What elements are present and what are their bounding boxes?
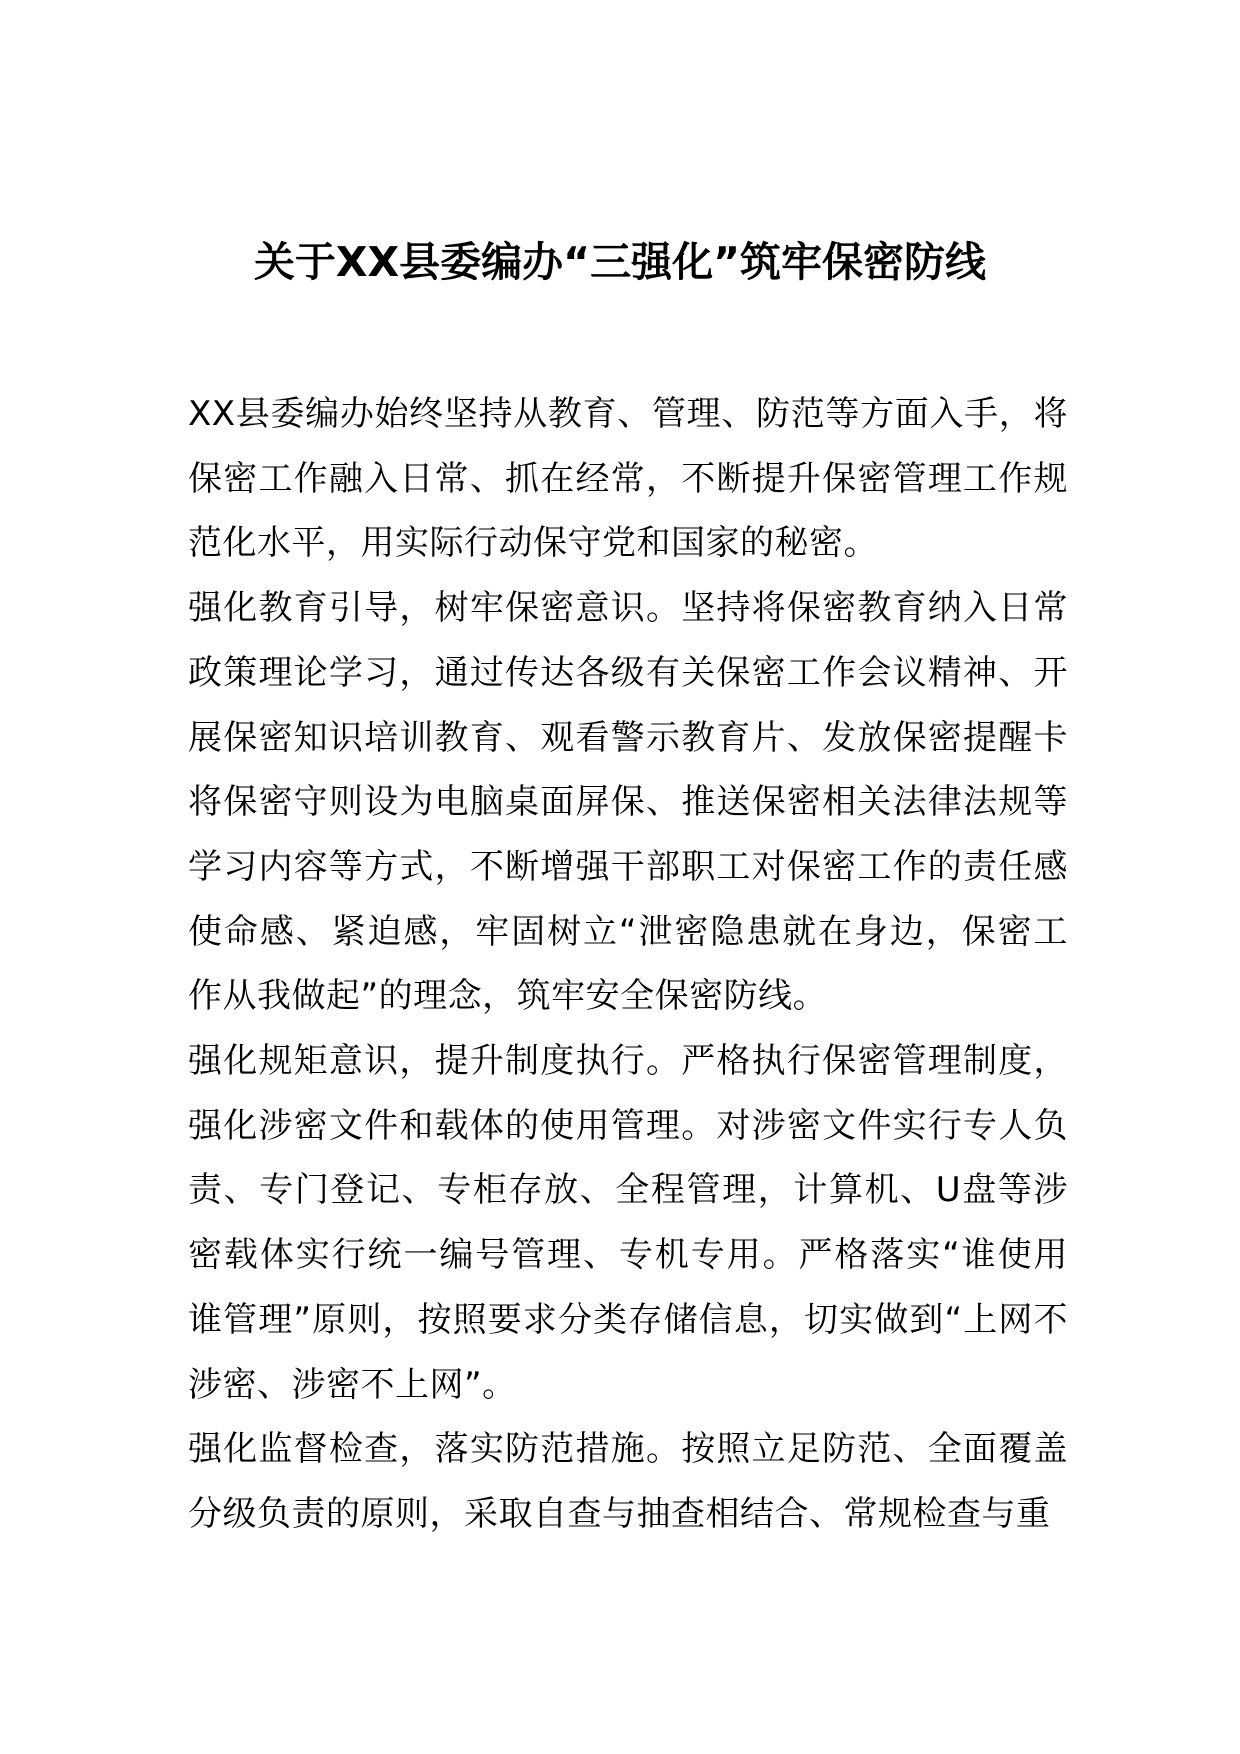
document-body [188,382,1068,1547]
paragraph-rules: 强化规矩意识，提升制度执行。严格执行保密管理制度，强化涉密文件和载体的使用管理。对涉密文件实行专人负责、专门登记、专柜存放、全程管理，计算机、U盘等涉密载体实行统一编号管理、专机专用。严格落实“谁使用谁管理”原则，按照要求分类存储信息，切实做到“上网不涉密、涉密不上网”。 [188,1041,1068,1405]
paragraph-education: 强化教育引导，树牢保密意识。坚持将保密教育纳入日常政策理论学习，通过传达各级有关保密工作会议精神、开展保密知识培训教育、观看警示教育片、发放保密提醒卡将保密守则设为电脑桌面屏保、推送保密相关法律法规等学习内容等方式，不断增强干部职工对保密工作的责任感使命感、紧迫感，牢固树立“泄密隐患就在身边，保密工作从我做起”的理念，筑牢安全保密防线。 [188,588,1068,1017]
paragraph-intro: XX县委编办始终坚持从教育、管理、防范等方面入手，将保密工作融入日常、抓在经常，不断提升保密管理工作规范化水平，用实际行动保守党和国家的秘密。 [188,394,1068,564]
paragraph-supervision: 强化监督检查，落实防范措施。按照立足防范、全面覆盖分级负责的原则，采取自查与抽查相结合、常规检查与重 [188,1429,1068,1534]
document-title: 关于XX县委编办“三强化”筑牢保密防线 [253,238,987,287]
